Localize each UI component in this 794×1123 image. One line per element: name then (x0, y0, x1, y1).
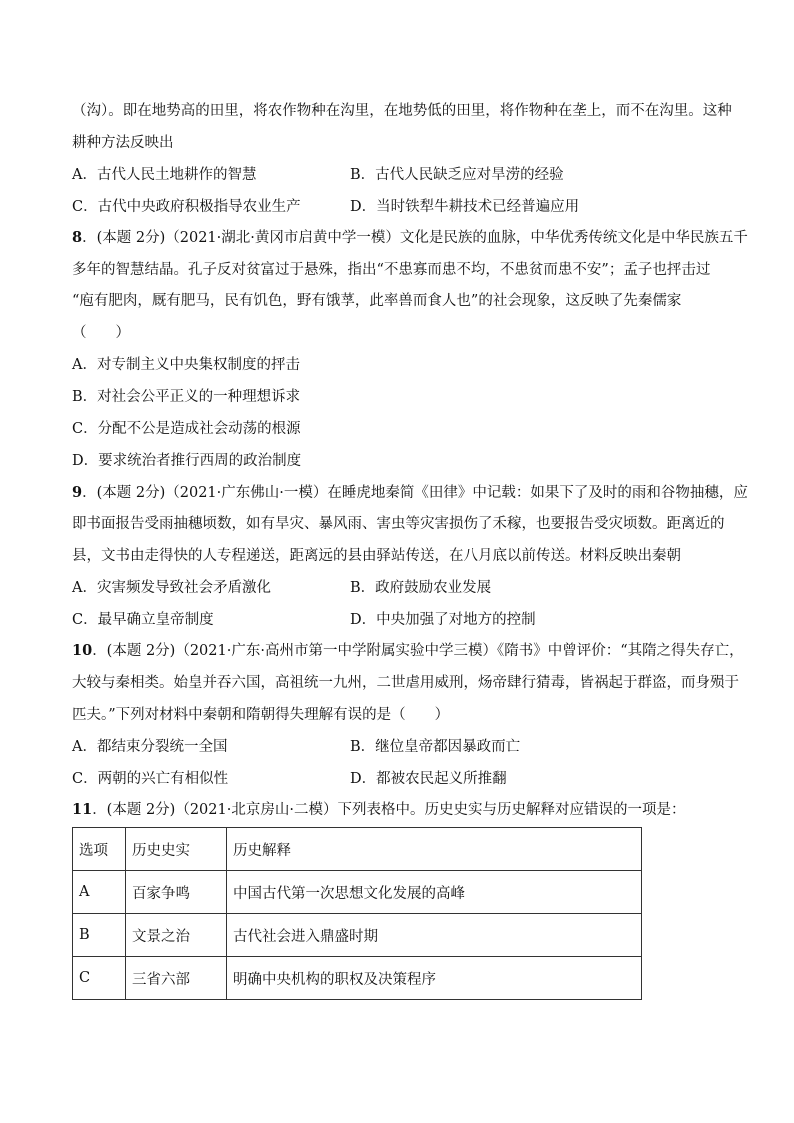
q11-number: 11 (72, 801, 93, 818)
table-cell-fact: 三省六部 (126, 957, 227, 1000)
q8-line-1 (72, 228, 748, 248)
table-cell-option: B (73, 914, 126, 957)
table-cell-option: A (73, 871, 126, 914)
q7-option-c: C．古代中央政府积极指导农业生产 (72, 199, 301, 215)
q10-line-2: 大较与秦相类。始皇并吞六国，高祖统一九州，二世虐用威刑，炀帝肆行猜毒，皆祸起于群盗，而身殒于 (72, 675, 739, 691)
table-cell-fact: 文景之治 (126, 914, 227, 957)
q11-stem-1: ．(本题 2分)（2021·北京房山·二模）下列表格中。历史史实与历史解释对应错误的一项是： (92, 802, 686, 818)
intro-line-2: 耕种方法反映出 (72, 135, 174, 151)
table-row (73, 871, 642, 914)
q8-line-4: （ ） (72, 325, 130, 341)
q8-stem-1: ．(本题 2分)（2021·湖北·黄冈市启黄中学一模）文化是民族的血脉，中华优秀传统文化是中华民族五千 (82, 230, 748, 246)
table-cell-explanation: 古代社会进入鼎盛时期 (227, 914, 642, 957)
intro-line-1: （沟）。即在地势高的田里，将农作物种在沟里，在地势低的田里，将作物种在垄上，而不在沟里。这种 (72, 103, 732, 119)
q10-line-3: 匹夫。”下列对材料中秦朝和隋朝得失理解有误的是（ ） (72, 707, 450, 723)
q9-number: 9 (72, 484, 83, 501)
q7-option-b: B．古代人民缺乏应对旱涝的经验 (350, 167, 564, 183)
q7-option-a: A．古代人民土地耕作的智慧 (72, 167, 257, 183)
q9-option-c: C．最早确立皇帝制度 (72, 612, 214, 628)
q10-option-a: A．都结束分裂统一全国 (72, 739, 228, 755)
q9-option-a: A．灾害频发导致社会矛盾激化 (72, 580, 271, 596)
table-cell-option: C (73, 957, 126, 1000)
q11-line-1 (72, 800, 685, 820)
table-cell-explanation: 明确中央机构的职权及决策程序 (227, 957, 642, 1000)
table-header-option: 选项 (73, 828, 126, 871)
q9-option-d: D．中央加强了对地方的控制 (350, 612, 536, 628)
q8-number: 8 (72, 229, 83, 246)
table-header-row (73, 828, 642, 871)
table-row (73, 957, 642, 1000)
table-row (73, 914, 642, 957)
q9-line-1 (72, 483, 748, 503)
q10-line-1 (72, 641, 744, 661)
table-cell-explanation: 中国古代第一次思想文化发展的高峰 (227, 871, 642, 914)
q8-option-b: B．对社会公平正义的一种理想诉求 (72, 389, 301, 405)
q8-line-2: 多年的智慧结晶。孔子反对贫富过于悬殊，指出“不患寡而患不均，不患贫而患不安”；孟子也抨击过 (72, 262, 711, 278)
q7-option-d: D．当时铁犁牛耕技术已经普遍应用 (350, 199, 580, 215)
q9-line-2: 即书面报告受雨抽穗顷数，如有旱灾、暴风雨、害虫等灾害损伤了禾稼，也要报告受灾顷数。距离近的 (72, 516, 725, 532)
q8-option-c: C．分配不公是造成社会动荡的根源 (72, 421, 301, 437)
history-table (72, 827, 642, 1000)
table-header-explanation: 历史解释 (227, 828, 642, 871)
q8-option-a: A．对专制主义中央集权制度的抨击 (72, 357, 300, 373)
table-header-fact: 历史史实 (126, 828, 227, 871)
q10-number: 10 (72, 642, 93, 659)
q9-stem-1: ．(本题 2分)（2021·广东佛山·一模）在睡虎地秦简《田律》中记载：如果下了及时的雨和谷物抽穗，应 (82, 485, 748, 501)
q8-line-3: “庖有肥肉，厩有肥马，民有饥色，野有饿莩，此率兽而食人也”的社会现象，这反映了先秦儒家 (72, 293, 682, 309)
q9-option-b: B．政府鼓励农业发展 (350, 580, 492, 596)
q10-option-b: B．继位皇帝都因暴政而亡 (350, 739, 521, 755)
table-cell-fact: 百家争鸣 (126, 871, 227, 914)
q9-line-3: 县，文书由走得快的人专程递送，距离远的县由驿站传送，在八月底以前传送。材料反映出秦朝 (72, 548, 681, 564)
q10-stem-1: ．(本题 2分)（2021·广东·高州市第一中学附属实验中学三模）《隋书》中曾评价：“其隋之得失存亡， (92, 643, 744, 659)
q10-option-d: D．都被农民起义所推翻 (350, 771, 507, 787)
q8-option-d: D．要求统治者推行西周的政治制度 (72, 453, 302, 469)
q10-option-c: C．两朝的兴亡有相似性 (72, 771, 229, 787)
